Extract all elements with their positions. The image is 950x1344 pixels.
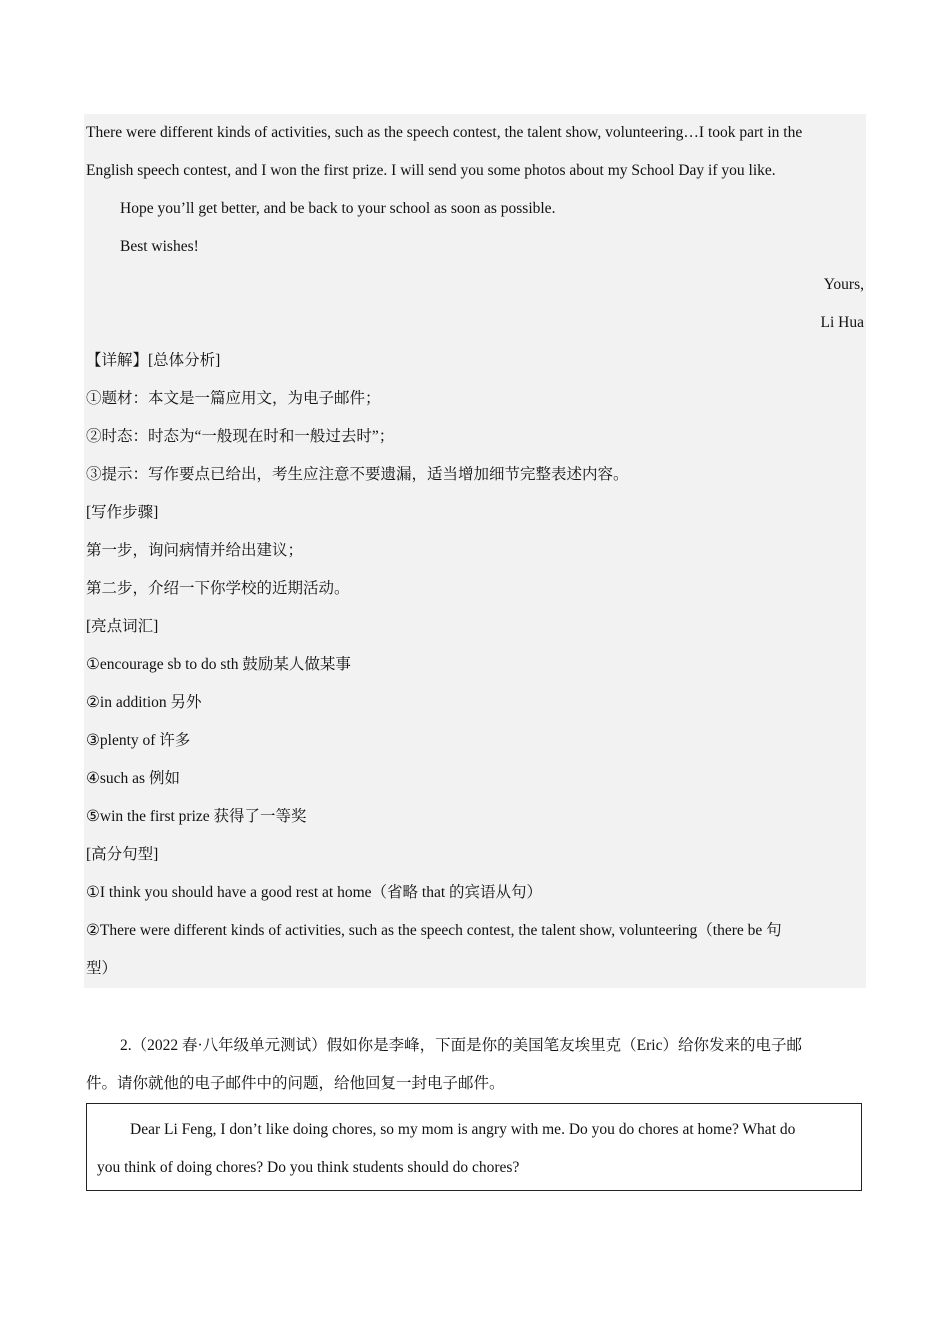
analysis-overall-1: ①题材：本文是一篇应用文，为电子邮件；	[86, 390, 381, 407]
vocab-item-5: ⑤win the first prize 获得了一等奖	[86, 808, 307, 825]
email-prompt-box	[86, 1103, 862, 1191]
answer-closing: Best wishes!	[120, 238, 199, 255]
step-1: 第一步，询问病情并给出建议；	[86, 542, 304, 559]
question-2-line-1: 2.（2022 春·八年级单元测试）假如你是李峰，下面是你的美国笔友埃里克（Eric）给你发来的电子邮	[120, 1037, 802, 1054]
answer-line-2: English speech contest, and I won the first prize. I will send you some photos about my School Day if you like.	[86, 162, 776, 179]
vocab-item-2: ②in addition 另外	[86, 694, 202, 711]
sentence-1: ①I think you should have a good rest at home（省略 that 的宾语从句）	[86, 884, 543, 901]
analysis-header: 【详解】[总体分析]	[86, 352, 221, 369]
sentence-2: ②There were different kinds of activities, such as the speech contest, the talent show, volunteering（there be 句	[86, 922, 782, 939]
analysis-overall-2: ②时态：时态为“一般现在时和一般过去时”；	[86, 428, 395, 445]
sentence-2-cont: 型）	[86, 960, 118, 977]
vocab-item-3: ③plenty of 许多	[86, 732, 191, 749]
vocab-item-1: ①encourage sb to do sth 鼓励某人做某事	[86, 656, 351, 673]
email-line-2: you think of doing chores? Do you think students should do chores?	[97, 1159, 520, 1176]
answer-analysis-block	[84, 114, 866, 988]
question-2-line-2: 件。请你就他的电子邮件中的问题，给他回复一封电子邮件。	[86, 1075, 505, 1092]
answer-signature: Li Hua	[820, 314, 864, 331]
question-2	[86, 1027, 864, 1103]
vocab-item-4: ④such as 例如	[86, 770, 180, 787]
steps-header: [写作步骤]	[86, 504, 159, 521]
answer-line-1: There were different kinds of activities, such as the speech contest, the talent show, volunteering…I took part in the	[86, 124, 803, 141]
answer-yours: Yours,	[823, 276, 864, 293]
vocab-header: [亮点词汇]	[86, 618, 159, 635]
answer-line-3: Hope you’ll get better, and be back to your school as soon as possible.	[120, 200, 556, 217]
email-line-1: Dear Li Feng, I don’t like doing chores, so my mom is angry with me. Do you do chores at home? What do	[130, 1121, 796, 1138]
step-2: 第二步，介绍一下你学校的近期活动。	[86, 580, 350, 597]
analysis-overall-3: ③提示：写作要点已给出，考生应注意不要遗漏，适当增加细节完整表述内容。	[86, 466, 629, 483]
sentences-header: [高分句型]	[86, 846, 159, 863]
